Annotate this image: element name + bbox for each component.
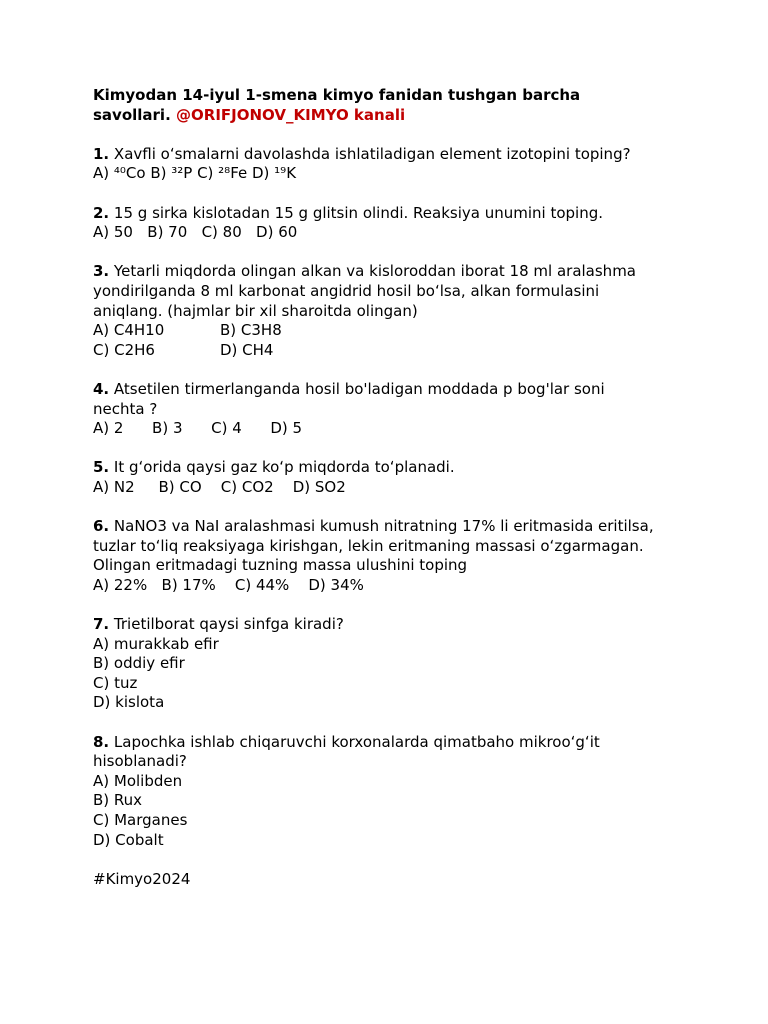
option-c: C) Marganes bbox=[93, 810, 188, 829]
option-a: A) C4H10 bbox=[93, 321, 165, 340]
question-text: Atsetilen tirmerlanganda hosil bo'ladigan moddada p bog'lar soni nechta ? bbox=[93, 379, 605, 418]
question-number: 8. bbox=[93, 732, 110, 751]
option-d: D) Cobalt bbox=[93, 830, 164, 849]
option-d: D) CH4 bbox=[220, 340, 274, 359]
option-b: B) C3H8 bbox=[220, 321, 282, 340]
question-6 bbox=[93, 517, 713, 595]
answer-options: A) 2 B) 3 C) 4 D) 5 bbox=[93, 419, 303, 438]
answer-options: A) N2 B) CO C) CO2 D) SO2 bbox=[93, 477, 346, 496]
option-c: C) C2H6 bbox=[93, 340, 155, 359]
question-number: 1. bbox=[93, 144, 110, 163]
option-d: D) kislota bbox=[93, 693, 165, 712]
title-text-line1: Kimyodan 14-iyul 1-smena kimyo fanidan tushgan barcha bbox=[93, 86, 581, 104]
question-text: Trietilborat qaysi sinfga kiradi? bbox=[113, 615, 344, 634]
answer-options: A) 50 B) 70 C) 80 D) 60 bbox=[93, 223, 298, 242]
question-text: NaNO3 va NaI aralashmasi kumush nitratning 17% li eritmasida eritilsa, tuzlar toʻliq reaksiyaga kirishgan, lekin eritmaning massasi oʻzgarmagan. Olingan eritmadagi tuzning massa ulushini toping bbox=[93, 517, 654, 575]
title-text-line2: savollari. bbox=[93, 105, 171, 124]
channel-link[interactable]: @ORIFJONOV_KIMYO kanali bbox=[176, 105, 406, 124]
answer-options: A) ⁴⁰Co B) ³²P C) ²⁸Fe D) ¹⁹K bbox=[93, 164, 297, 183]
question-3 bbox=[93, 262, 713, 360]
hashtag[interactable]: #Kimyo2024 bbox=[93, 869, 191, 888]
question-1 bbox=[93, 145, 713, 184]
question-4 bbox=[93, 380, 713, 439]
document-content bbox=[93, 86, 713, 889]
question-2 bbox=[93, 204, 713, 243]
question-number: 5. bbox=[93, 458, 110, 477]
option-a: A) murakkab efir bbox=[93, 634, 219, 653]
question-number: 4. bbox=[93, 379, 110, 398]
option-b: B) Rux bbox=[93, 791, 143, 810]
option-b: B) oddiy efir bbox=[93, 654, 185, 673]
question-text: Yetarli miqdorda olingan alkan va kisloroddan iborat 18 ml aralashma yondirilganda 8 ml karbonat angidrid hosil boʻlsa, alkan formulasini aniqlang. (hajmlar bir xil sharoitda olingan) bbox=[93, 262, 636, 320]
question-text: 15 g sirka kislotadan 15 g glitsin olindi. Reaksiya unumini toping. bbox=[113, 203, 604, 222]
question-text: It gʻorida qaysi gaz koʻp miqdorda toʻplanadi. bbox=[113, 458, 455, 477]
answer-options: A) 22% B) 17% C) 44% D) 34% bbox=[93, 575, 364, 594]
question-5 bbox=[93, 458, 713, 497]
question-number: 2. bbox=[93, 203, 110, 222]
option-c: C) tuz bbox=[93, 673, 138, 692]
question-text: Lapochka ishlab chiqaruvchi korxonalarda qimatbaho mikrooʻgʻit hisoblanadi? bbox=[93, 732, 600, 771]
option-a: A) Molibden bbox=[93, 771, 183, 790]
question-text: Xavfli oʻsmalarni davolashda ishlatiladigan element izotopini toping? bbox=[113, 144, 631, 163]
question-7 bbox=[93, 615, 713, 713]
question-number: 6. bbox=[93, 517, 110, 536]
document-title bbox=[93, 86, 713, 125]
question-number: 7. bbox=[93, 615, 110, 634]
question-number: 3. bbox=[93, 262, 110, 281]
question-8 bbox=[93, 733, 713, 851]
